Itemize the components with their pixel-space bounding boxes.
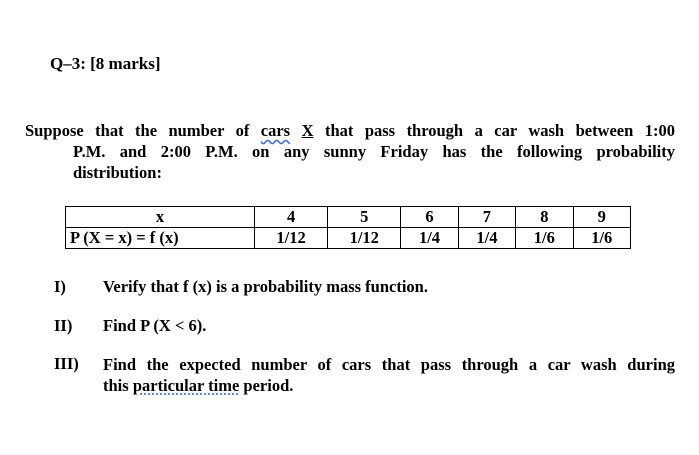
probability-distribution-table	[65, 206, 631, 249]
question-3-text	[103, 354, 675, 396]
x-cell: 8	[516, 207, 573, 228]
x-cell: 4	[255, 207, 328, 228]
question-3	[54, 354, 104, 376]
x-cell: 7	[458, 207, 515, 228]
q3-text-a: this	[103, 376, 133, 395]
question-3-line-1: Find the expected number of cars that pass through a car wash during	[103, 355, 675, 374]
intro-space	[290, 121, 301, 140]
question-1-text: Verify that f (x) is a probability mass function.	[103, 277, 428, 296]
p-cell: 1/6	[516, 228, 573, 249]
q3-text-particular: particular time	[132, 376, 240, 395]
question-3-line-2	[103, 376, 293, 395]
table-row-x	[66, 207, 631, 228]
intro-text: Suppose that the number of	[25, 121, 261, 140]
x-cell: 9	[573, 207, 630, 228]
intro-text-cont: that pass through a car wash between 1:00	[313, 121, 676, 140]
word-cars: cars	[260, 121, 291, 140]
row-label-p: P (X = x) = f (x)	[66, 228, 255, 249]
p-cell: 1/4	[458, 228, 515, 249]
question-1-number: I)	[54, 277, 66, 296]
intro-line-1	[25, 120, 675, 141]
p-cell: 1/6	[573, 228, 630, 249]
x-cell: 5	[328, 207, 401, 228]
intro-line-2: P.M. and 2:00 P.M. on any sunny Friday has the following probability	[73, 142, 675, 161]
p-cell: 1/12	[328, 228, 401, 249]
p-cell: 1/12	[255, 228, 328, 249]
p-cell: 1/4	[401, 228, 458, 249]
question-2-text: Find P (X < 6).	[103, 316, 207, 335]
row-label-x: x	[66, 207, 255, 228]
question-2	[54, 316, 654, 338]
intro-line-3: distribution:	[73, 163, 162, 182]
x-cell: 6	[401, 207, 458, 228]
question-heading: Q–3: [8 marks]	[50, 54, 161, 73]
variable-x: X	[301, 121, 314, 140]
table-row-p	[66, 228, 631, 249]
intro-paragraph	[25, 120, 675, 183]
question-1	[54, 277, 654, 299]
q3-text-c: period.	[239, 376, 294, 395]
question-3-number: III)	[54, 354, 79, 373]
question-2-number: II)	[54, 316, 73, 335]
